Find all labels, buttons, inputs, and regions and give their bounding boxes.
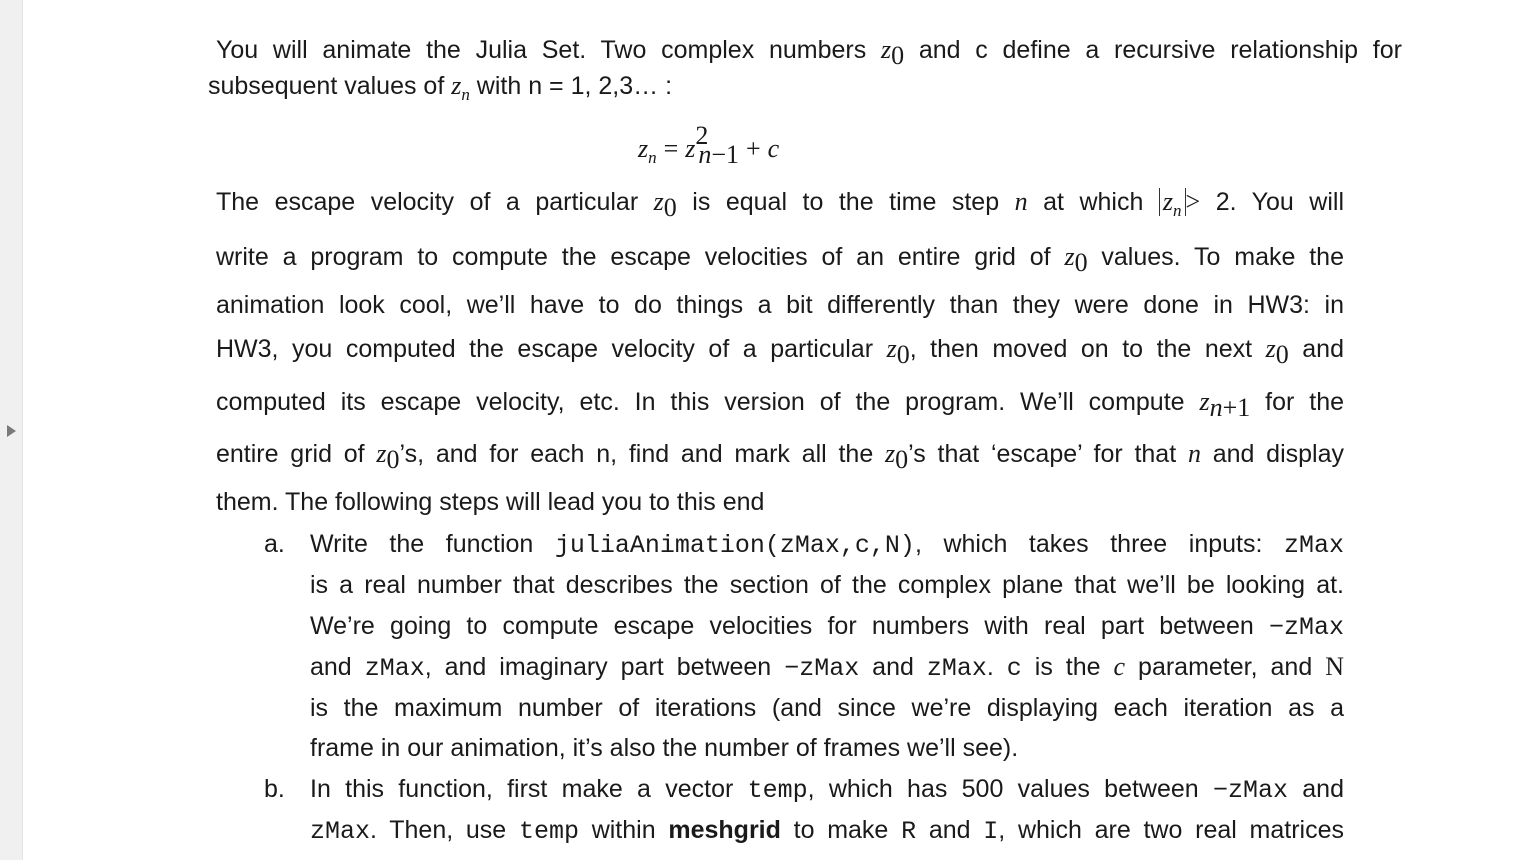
paragraph-line-4: HW3, you computed the escape velocity of a particular $z_0$, then moved on to the next $z_0$ and — [216, 334, 1344, 369]
paragraph-line-7: them. The following steps will lead you to this end — [216, 488, 765, 516]
list-b-line-1: In this function, first make a vector temp, which has 500 values between −zMax and — [310, 775, 1344, 805]
intro-line-2: subsequent values of $z_n$ with n = 1, 2,3… : — [208, 71, 673, 105]
paragraph-line-1: The escape velocity of a particular $z_0$ is equal to the time step n at which $z_n > 2$. You will — [216, 187, 1344, 222]
list-a-line-3: We’re going to compute escape velocities for numbers with real part between −zMax — [310, 612, 1344, 642]
list-a-line-2: is a real number that describes the section of the complex plane that we’ll be looking at. — [310, 571, 1344, 599]
paragraph-line-6: entire grid of $z_0’s$, and for each n, find and mark all the $z_0’s$ that ‘escape’ for that n and display — [216, 439, 1344, 474]
list-a-line-6: frame in our animation, it’s also the number of frames we’ll see). — [310, 734, 1019, 762]
recurrence-equation: $z_n = z^2_{n-1} + c$ — [638, 120, 780, 169]
list-b-line-2: zMax. Then, use temp within meshgrid to make R and I, which are two real matrices — [310, 816, 1345, 846]
list-marker-a: a. — [264, 530, 285, 558]
list-a-line-4: and zMax, and imaginary part between −zMax and zMax. c is the c parameter, and N — [310, 652, 1344, 683]
expand-arrow-icon[interactable] — [7, 425, 16, 437]
list-a-line-1: Write the function juliaAnimation(zMax,c,N), which takes three inputs: zMax — [310, 530, 1345, 560]
paragraph-line-5: computed its escape velocity, etc. In this version of the program. We’ll compute $z_{n+1}$ for the — [216, 387, 1344, 422]
intro-line-1: You will animate the Julia Set. Two complex numbers $z_0$ and c define a recursive relationship for — [216, 35, 1402, 70]
list-a-line-5: is the maximum number of iterations (and since we’re displaying each iteration as a — [310, 694, 1344, 722]
paragraph-line-3: animation look cool, we’ll have to do things a bit differently than they were done in HW3: in — [216, 291, 1344, 319]
list-marker-b: b. — [264, 775, 285, 803]
paragraph-line-2: write a program to compute the escape velocities of an entire grid of $z_0$ values. To make the — [216, 242, 1344, 277]
